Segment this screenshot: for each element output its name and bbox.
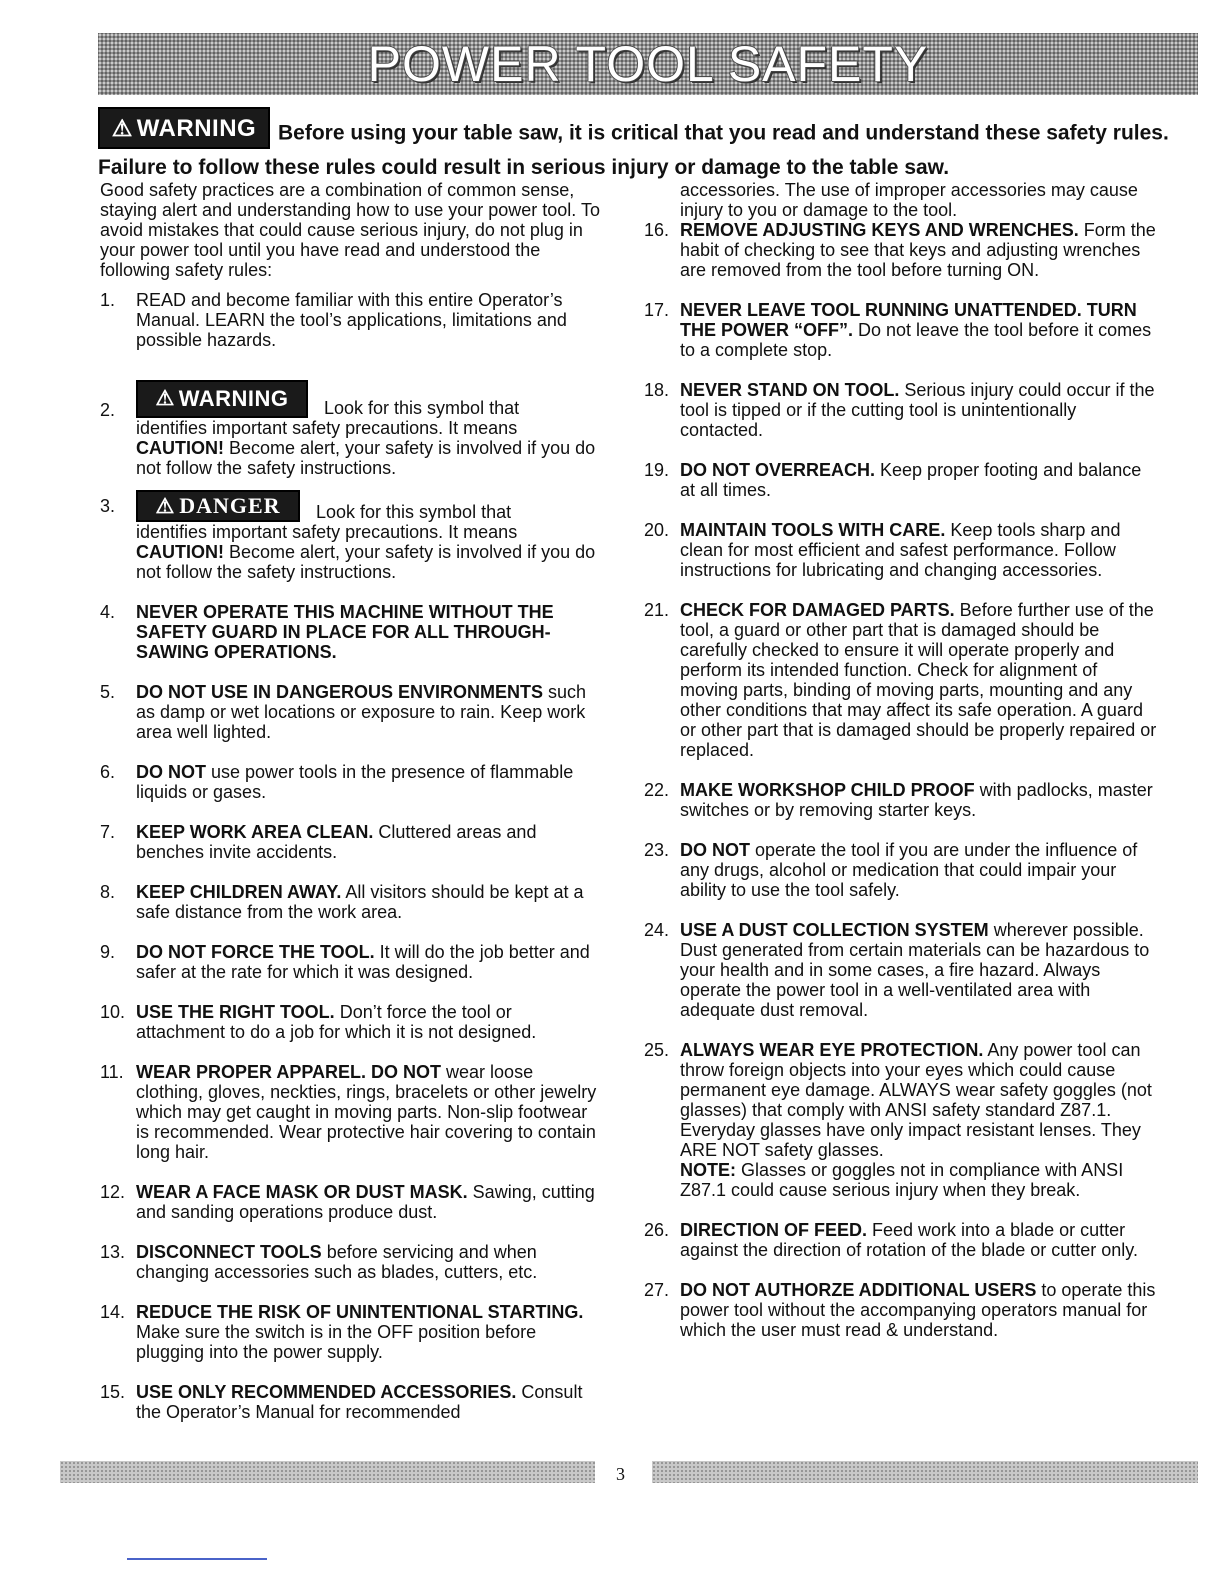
rule-text: READ and become familiar with this entire Operator’s Manual. LEARN the tool’s applications, limitations and possible hazards. (136, 290, 567, 350)
rule-item: 5. DO NOT USE IN DANGEROUS ENVIRONMENTS such as damp or wet locations or exposure to rain. Keep work area well lighted. (100, 682, 587, 742)
rule-item: 13. DISCONNECT TOOLS before servicing and when changing accessories such as blades, cutters, etc. (100, 1242, 538, 1282)
rule-item: 18. NEVER STAND ON TOOL. Serious injury could occur if the tool is tipped or if the cutting tool is unintentionally contacted. (644, 380, 1155, 440)
warning-triangle-icon: ⚠ (155, 386, 175, 410)
rule-item: 22. MAKE WORKSHOP CHILD PROOF with padlocks, master switches or by removing starter keys. (644, 780, 1153, 820)
rule-item: 14. REDUCE THE RISK OF UNINTENTIONAL STARTING. Make sure the switch is in the OFF position before plugging into the power supply. (100, 1302, 584, 1362)
rule-item: 2. ⚠ WARNING Look for this symbol that identifies important safety precautions. It means CAUTION! Become alert, your safety is involved if you do not follow the safety instructions. (100, 380, 605, 478)
rule-item: 24. USE A DUST COLLECTION SYSTEM wherever possible. Dust generated from certain materials can be hazardous to your health and in some cases, a fire hazard. Always operate the power tool in a well-ventilated area with adequate dust removal. (644, 920, 1150, 1020)
rule-item: 23. DO NOT operate the tool if you are under the influence of any drugs, alcohol or medication that could impair your ability to use the tool safely. (644, 840, 1138, 900)
page-title: POWER TOOL SAFETY (367, 36, 929, 92)
rule-item: 6. DO NOT use power tools in the presence of flammable liquids or gases. (100, 762, 574, 802)
rule-item: 10. USE THE RIGHT TOOL. Don’t force the tool or attachment to do a job for which it is not designed. (100, 1002, 537, 1042)
right-column (644, 180, 1159, 1340)
footer-pattern-right (652, 1461, 1198, 1483)
page-number: 3 (616, 1464, 625, 1484)
warning-symbol: ⚠ WARNING (98, 107, 270, 149)
rule-item: 25. ALWAYS WEAR EYE PROTECTION. Any power tool can throw foreign objects into your eyes which could cause permanent eye damage. ALWAYS wear safety goggles (not glasses) that comply with ANSI safety standard Z87.1. Everyday glasses have only impact resistant lenses. They ARE NOT safety glasses. NOTE: Glasses or goggles not in compliance with ANSI Z87.1 could cause serious injury when they break. (644, 1040, 1159, 1200)
danger-symbol: ⚠ DANGER (136, 490, 300, 522)
rule-item-continued: accessories. The use of improper accessories may cause injury to you or damage to the tool. (680, 180, 1138, 220)
rule-item: 8. KEEP CHILDREN AWAY. All visitors should be kept at a safe distance from the work area. (100, 882, 584, 922)
rule-item: 15. USE ONLY RECOMMENDED ACCESSORIES. Consult the Operator’s Manual for recommended (100, 1382, 583, 1422)
left-column (100, 180, 605, 1422)
rule-item: 21. CHECK FOR DAMAGED PARTS. Before further use of the tool, a guard or other part that is damaged should be carefully checked to ensure it will operate properly and perform its intended function. Check for alignment of moving parts, binding of moving parts, mounting and any other conditions that may affect its safe operation. A guard or other part that is damaged should be properly repaired or replaced. (644, 600, 1157, 760)
warning-triangle-icon: ⚠ (111, 114, 133, 141)
warning-symbol: ⚠ WARNING (136, 380, 308, 418)
rule-item: 7. KEEP WORK AREA CLEAN. Cluttered areas and benches invite accidents. (100, 822, 537, 862)
title-banner (98, 33, 1198, 95)
danger-triangle-icon: ⚠ (155, 493, 176, 518)
rule-item: 16. REMOVE ADJUSTING KEYS AND WRENCHES. Form the habit of checking to see that keys and adjusting wrenches are removed from the tool before turning ON. (644, 220, 1156, 280)
rule-item: 9. DO NOT FORCE THE TOOL. It will do the job better and safer at the rate for which it was designed. (100, 942, 590, 982)
rule-item: 27. DO NOT AUTHORZE ADDITIONAL USERS to operate this power tool without the accompanying operators manual for which the user must read & understand. (644, 1280, 1156, 1340)
rule-item: 19. DO NOT OVERREACH. Keep proper footing and balance at all times. (644, 460, 1142, 500)
rule-item: 3. ⚠ DANGER Look for this symbol that identifies important safety precautions. It means CAUTION! Become alert, your safety is involved if you do not follow the safety instructions. (100, 490, 605, 582)
rule-item: 20. MAINTAIN TOOLS WITH CARE. Keep tools sharp and clean for most efficient and safest performance. Follow instructions for lubricating and changing accessories. (644, 520, 1121, 580)
rule-item: 26. DIRECTION OF FEED. Feed work into a blade or cutter against the direction of rotation of the blade or cutter only. (644, 1220, 1138, 1260)
lead-paragraph: Good safety practices are a combination of common sense, staying alert and understanding how to use your power tool. To avoid mistakes that could cause serious injury, do not plug in your power tool until you have read and understood the following safety rules: (100, 180, 600, 280)
rule-item: 12. WEAR A FACE MASK OR DUST MASK. Sawing, cutting and sanding operations produce dust. (100, 1182, 595, 1222)
footer-pattern-left (60, 1461, 595, 1483)
intro-warning (98, 113, 1198, 180)
note: NOTE: Glasses or goggles not in compliance with ANSI Z87.1 could cause serious injury when they break. (680, 1160, 1124, 1200)
rule-item: 4. NEVER OPERATE THIS MACHINE WITHOUT THE SAFETY GUARD IN PLACE FOR ALL THROUGH-SAWING OPERATIONS. (100, 602, 554, 662)
rule-item: 17. NEVER LEAVE TOOL RUNNING UNATTENDED. TURN THE POWER “OFF”. Do not leave the tool before it comes to a complete stop. (644, 300, 1152, 360)
intro-text: Before using your table saw, it is critical that you read and understand these safety rules. Failure to follow these rules could result in serious injury or damage to the table saw. (98, 121, 1169, 179)
rule-item: 11. WEAR PROPER APPAREL. DO NOT wear loose clothing, gloves, neckties, rings, bracelets or other jewelry which may get caught in moving parts. Non-slip footwear is recommended. Wear protective hair covering to contain long hair. (100, 1062, 597, 1162)
rule-item: 1. READ and become familiar with this entire Operator’s Manual. LEARN the tool’s applications, limitations and possible hazards. (100, 290, 567, 350)
bottom-rule (127, 1558, 267, 1560)
